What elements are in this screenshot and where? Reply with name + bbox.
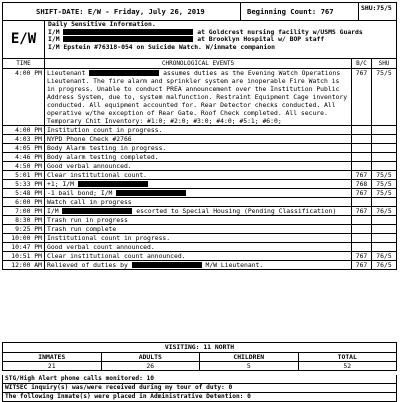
- log-header: [2, 2, 397, 21]
- shu-column-header: SHU: [378, 60, 390, 67]
- log-row: [3, 251, 396, 260]
- log-row: [3, 125, 396, 134]
- log-bc: [352, 135, 372, 143]
- log-event: Clear institutional count.: [45, 171, 352, 179]
- log-bc: [352, 243, 372, 251]
- redaction-bar: [89, 70, 159, 76]
- log-time: 10:00 PM: [3, 234, 45, 242]
- log-bc: [352, 198, 372, 206]
- log-row: [3, 197, 396, 206]
- log-time: 4:05 PM: [3, 144, 45, 152]
- log-shu: [372, 216, 396, 224]
- log-row: [3, 143, 396, 152]
- log-event: -1 bail bond; I/M: [45, 189, 352, 197]
- log-event: Lieutenant assumes duties as the Evening Watch Operations Lieutenant. The fire alarm and sprinkler system are inoperable Fire Watch is in progress. Unable to conduct PREA announcement over the Institution Public Address System, due to, system malfunction. Restraint Equipment Cage inventory conducted. All equipment accounted for. Rear Detector checks conducted. All operative w/the exception of Rear Gate. Roof Check completed. All secure. Temporary Chit Inventory: #1:0; #2:0; #3:0; #4:0; #5:1; #6:0;: [45, 69, 352, 125]
- visiting-value: 21: [3, 362, 102, 370]
- log-event: +1; I/M: [45, 180, 352, 188]
- log-event: Watch call in progress: [45, 198, 352, 206]
- log-row: [3, 215, 396, 224]
- visiting-header: ADULTS: [102, 353, 201, 361]
- log-event: Institutional count in progress.: [45, 234, 352, 242]
- log-shu: [372, 234, 396, 242]
- redaction-bar: [63, 29, 193, 35]
- log-time: 4:00 PM: [3, 126, 45, 134]
- log-time: 4:03 PM: [3, 135, 45, 143]
- log-bc: [352, 144, 372, 152]
- log-time: 6:00 PM: [3, 198, 45, 206]
- log-row: [3, 179, 396, 188]
- redaction-bar: [78, 181, 148, 187]
- log-event: Clear institutional count announced.: [45, 252, 352, 260]
- log-event: Trash run complete: [45, 225, 352, 233]
- log-shu: [372, 144, 396, 152]
- sensitive-info-section: [2, 20, 397, 59]
- log-bc: 767: [352, 69, 372, 125]
- log-bc: [352, 216, 372, 224]
- log-bc: [352, 126, 372, 134]
- log-row: [3, 170, 396, 179]
- log-shu: 76/5: [376, 207, 392, 215]
- visiting-value: 52: [343, 362, 352, 370]
- visiting-values: [3, 361, 396, 370]
- log-time: 4:00 PM: [3, 69, 45, 125]
- chronological-log: [2, 69, 397, 270]
- log-shu: 75/5: [376, 171, 392, 179]
- log-bc: [352, 234, 372, 242]
- log-bc: [352, 162, 372, 170]
- log-row: [3, 69, 396, 125]
- visiting-title: VISITING: 11 NORTH: [3, 343, 396, 353]
- redaction-bar: [62, 208, 132, 214]
- redaction-bar: [116, 190, 186, 196]
- events-column-header: CHRONOLOGICAL EVENTS: [45, 59, 352, 68]
- log-shu: [372, 135, 396, 143]
- redaction-bar: [132, 262, 202, 268]
- log-shu: 76/5: [376, 261, 392, 269]
- log-event: NYPD Phone Check #2766: [45, 135, 352, 143]
- log-time: 10:47 PM: [3, 243, 45, 251]
- time-column-header: TIME: [3, 59, 45, 68]
- log-event: Good verbal announced.: [45, 162, 352, 170]
- log-column-headers: [2, 59, 397, 69]
- log-time: 5:01 PM: [3, 171, 45, 179]
- log-shu: [372, 126, 396, 134]
- log-time: 8:30 PM: [3, 216, 45, 224]
- visiting-headers: [3, 353, 396, 361]
- footer-notes: [2, 375, 397, 402]
- log-time: 4:46 PM: [3, 153, 45, 161]
- log-time: 4:50 PM: [3, 162, 45, 170]
- visiting-section: [2, 342, 397, 371]
- log-bc: 768: [352, 180, 372, 188]
- log-shu: 75/5: [376, 189, 392, 197]
- info-line: I/M Epstein #76318-054 on Suicide Watch. W/inmate companion: [48, 42, 276, 51]
- log-time: 5:48 PM: [3, 189, 45, 197]
- footer-line: STG/High Alert phone calls monitored: 10: [5, 375, 155, 382]
- log-row: [3, 152, 396, 161]
- log-row: [3, 134, 396, 143]
- log-shu: [372, 162, 396, 170]
- bc-column-header: B/C: [352, 59, 372, 68]
- log-row: [3, 161, 396, 170]
- log-bc: 767: [352, 252, 372, 260]
- info-line: I/M at Goldcrest nursing facility w/USMS Guards: [48, 27, 363, 36]
- log-time: 9:25 PM: [3, 225, 45, 233]
- log-bc: 767: [352, 171, 372, 179]
- log-time: 12:00 AM: [3, 261, 45, 269]
- log-row: [3, 233, 396, 242]
- visiting-header: INMATES: [3, 353, 102, 361]
- log-event: Relieved of duties by M/W Lieutenant.: [45, 261, 352, 269]
- log-bc: 767: [352, 261, 372, 269]
- redaction-bar: [63, 36, 193, 42]
- log-row: [3, 224, 396, 233]
- watch-tag: E/W: [3, 20, 45, 58]
- log-bc: 767: [352, 189, 372, 197]
- log-time: 7:00 PM: [3, 207, 45, 215]
- log-shu: 75/5: [376, 69, 392, 77]
- log-shu: [372, 198, 396, 206]
- visiting-value: 5: [200, 362, 299, 370]
- log-row: [3, 188, 396, 197]
- log-event: Institution count in progress.: [45, 126, 352, 134]
- footer-line: WITSEC inquiry(s) was/were received during my tour of duty: 0: [3, 383, 396, 392]
- log-event: Good verbal count announced.: [45, 243, 352, 251]
- visiting-value: 26: [102, 362, 201, 370]
- log-time: 5:33 PM: [3, 180, 45, 188]
- info-line: I/M at Brooklyn Hospital w/ BOP staff: [48, 35, 325, 44]
- log-bc: [352, 225, 372, 233]
- log-shu: [372, 225, 396, 233]
- log-event: Trash run in progress: [45, 216, 352, 224]
- log-bc: 767: [352, 207, 372, 215]
- sensitive-info-lines: [45, 20, 396, 58]
- info-line: Daily Sensitive Information.: [48, 20, 156, 28]
- shift-date: SHIFT-DATE: E/W - Friday, July 26, 2019: [3, 3, 241, 20]
- beginning-count: Beginning Count: 767: [241, 3, 359, 20]
- log-event: Body alarm testing completed.: [45, 153, 352, 161]
- log-row: [3, 206, 396, 215]
- log-shu: [372, 153, 396, 161]
- visiting-header: CHILDREN: [200, 353, 299, 361]
- log-row: [3, 242, 396, 251]
- log-time: 10:51 PM: [3, 252, 45, 260]
- log-shu: 76/5: [376, 252, 392, 260]
- log-event: I/M escorted to Special Housing (Pending Classification): [45, 207, 352, 215]
- log-shu: [372, 243, 396, 251]
- visiting-header: TOTAL: [337, 353, 357, 361]
- shu-count: SHU:75/5: [361, 4, 392, 12]
- footer-line: The following Inmate(s) were placed in Administrative Detention: 0: [3, 392, 396, 401]
- log-event: Body Alarm testing in progress.: [45, 144, 352, 152]
- log-row: [3, 260, 396, 269]
- log-shu: 75/5: [376, 180, 392, 188]
- log-bc: [352, 153, 372, 161]
